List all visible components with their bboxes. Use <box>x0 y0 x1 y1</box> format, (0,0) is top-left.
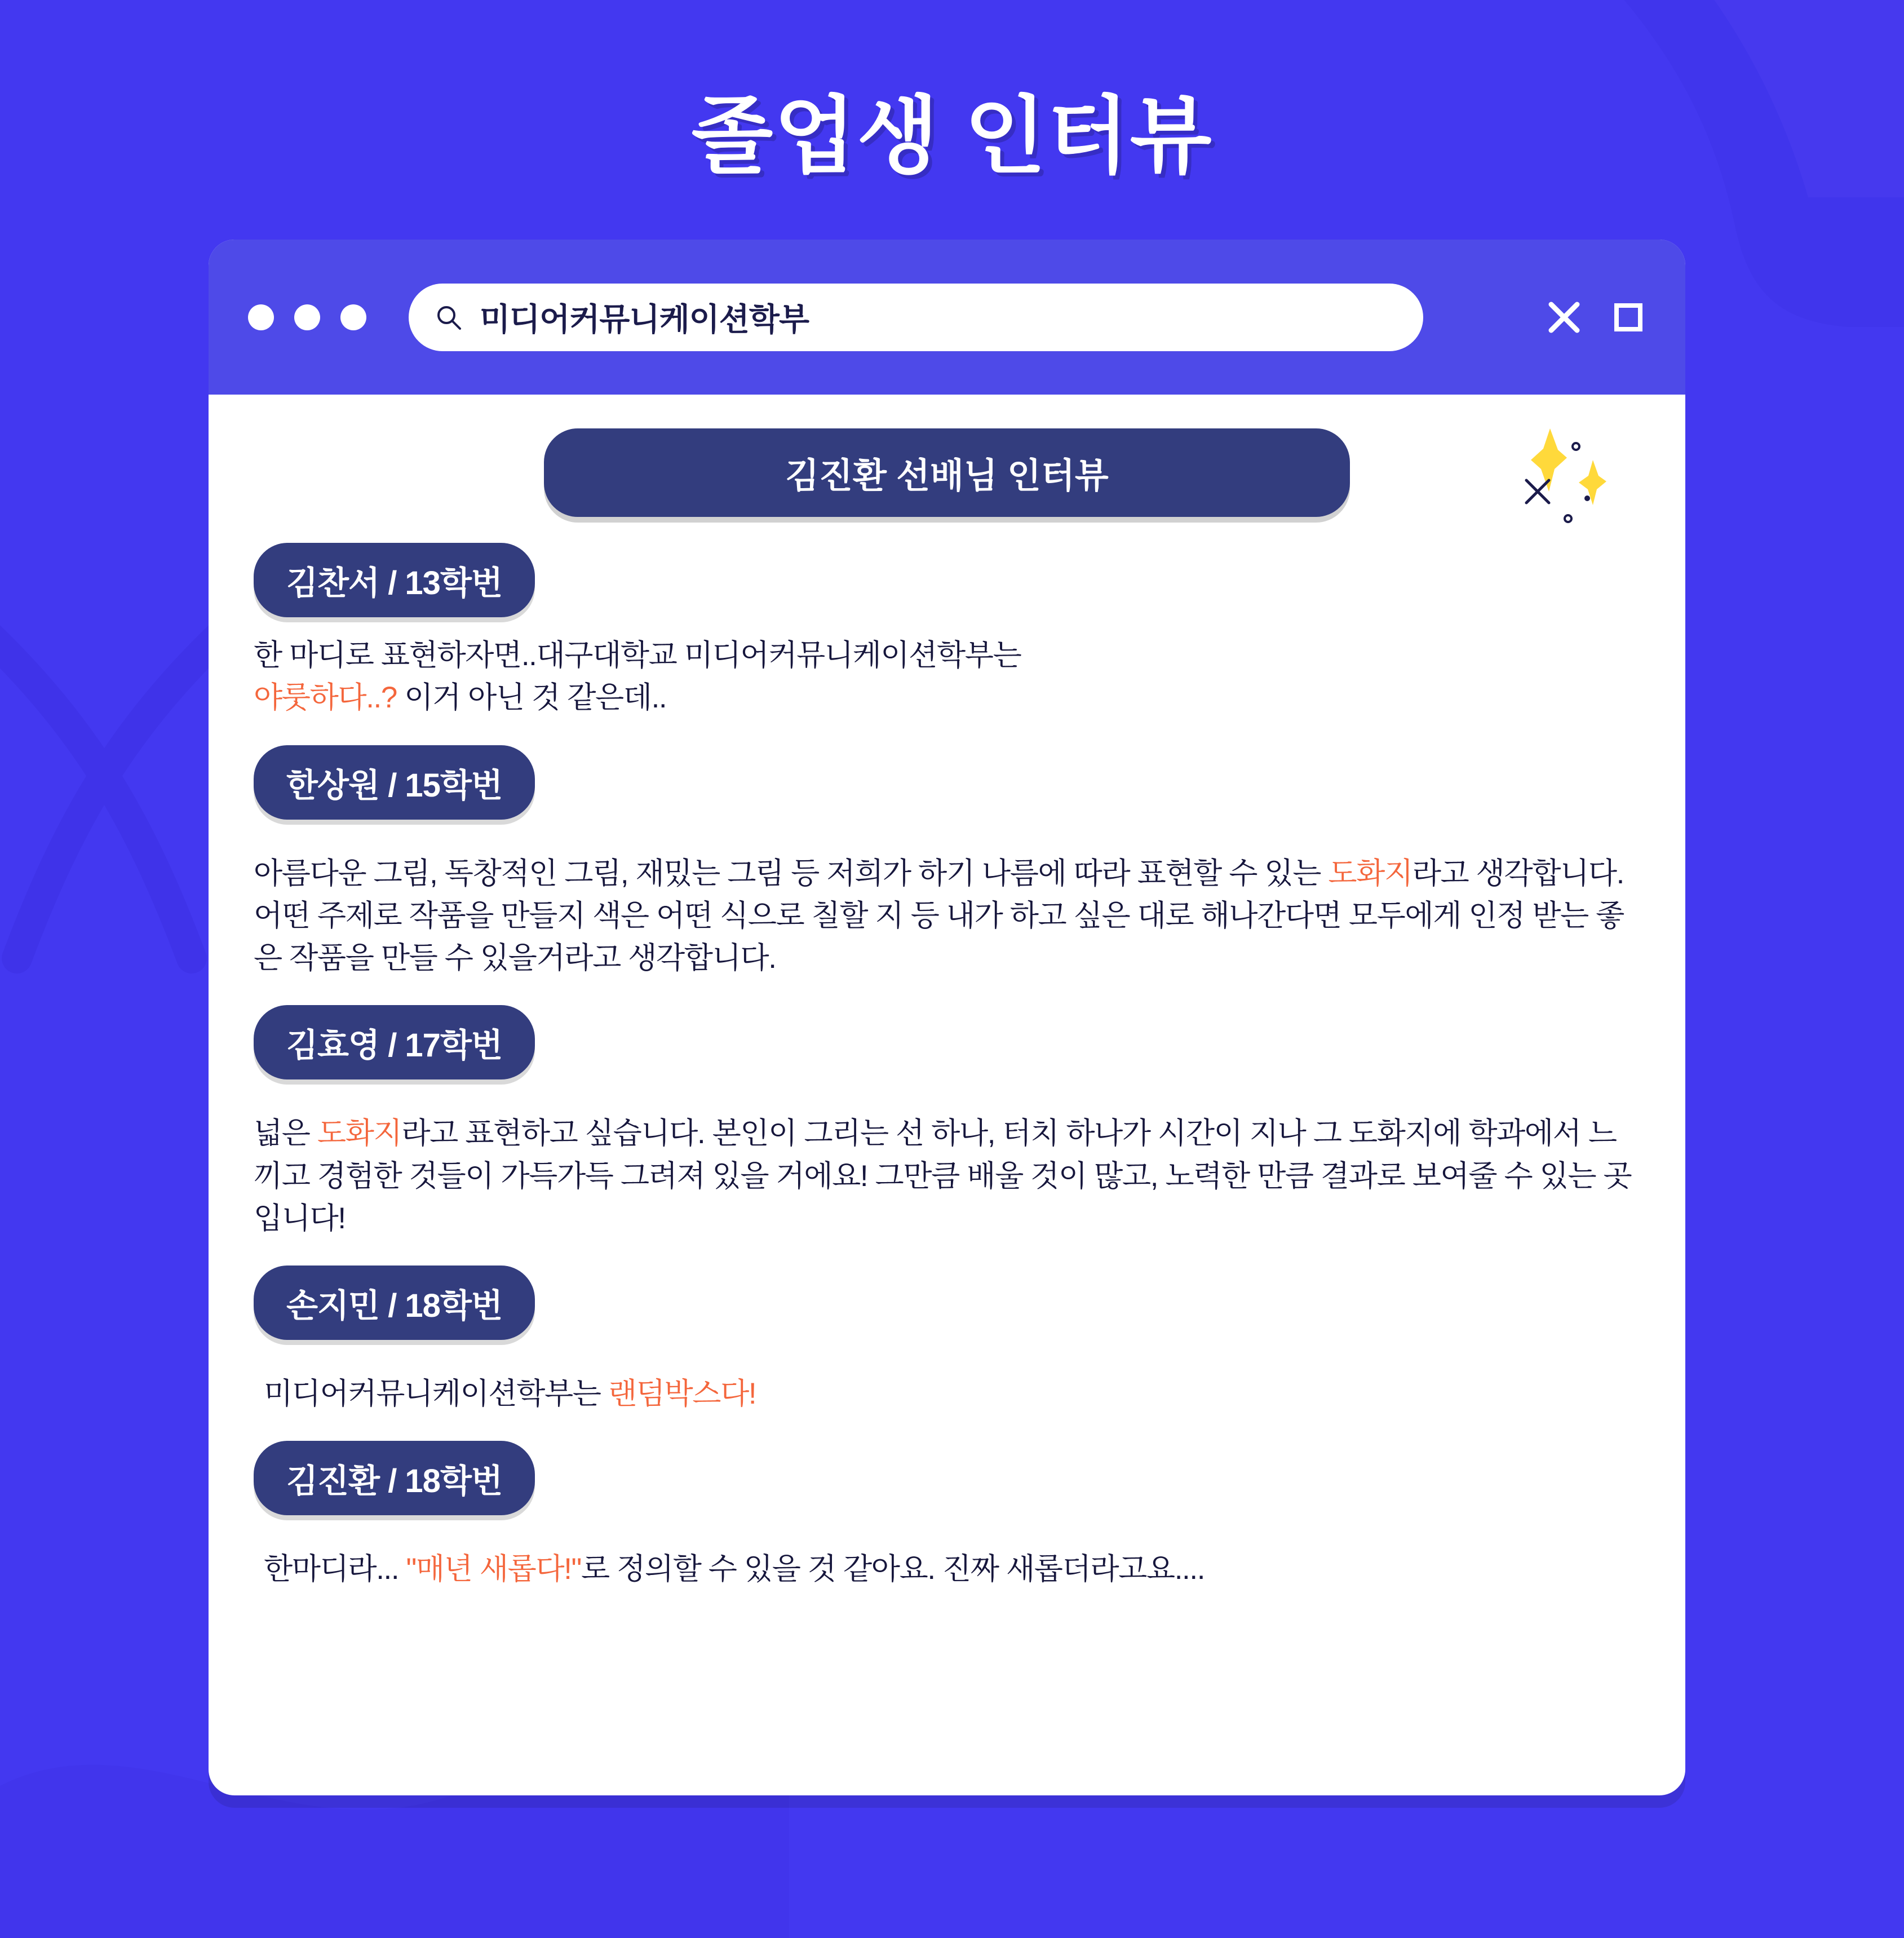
answer-text-plain: 아름다운 그림, 독창적인 그림, 재밌는 그림 등 저희가 하기 나름에 따라 표현할 수 있는 <box>254 856 1329 890</box>
interview-headline: 김진환 선배님 인터뷰 <box>544 428 1350 517</box>
interview-entry <box>254 1005 1640 1240</box>
answer-text-highlight: 도화지 <box>1328 856 1412 890</box>
interview-content <box>209 395 1685 1625</box>
answer-text-highlight: 야룻하다..? <box>254 681 397 715</box>
interviewee-name-tag: 한상원 / 15학번 <box>254 745 535 820</box>
answer-text-plain: 로 정의할 수 있을 것 같아요. 진짜 새롭더라고요.... <box>581 1552 1205 1586</box>
interview-answer <box>254 1548 1640 1590</box>
interview-answer <box>254 634 1640 719</box>
headline-wrap <box>254 428 1640 517</box>
interview-entry <box>254 543 1640 719</box>
answer-text-highlight: 도화지 <box>317 1117 402 1151</box>
page-title: 졸업생 인터뷰 <box>691 89 1213 183</box>
interviewee-name-tag: 김찬서 / 13학번 <box>254 543 535 617</box>
interview-answer <box>254 1112 1640 1240</box>
dot-2-icon <box>294 304 320 330</box>
interview-answer <box>254 852 1640 980</box>
answer-text-plain: 이거 아닌 것 같은데.. <box>396 681 667 715</box>
answer-text-plain: 넓은 <box>254 1117 317 1151</box>
answer-text-highlight: 랜덤박스다! <box>608 1377 756 1410</box>
interview-answer <box>254 1373 1640 1415</box>
interview-entry <box>254 1441 1640 1590</box>
dot-3-icon <box>340 304 366 330</box>
dot-1-icon <box>248 304 274 330</box>
search-input-value: 미디어커뮤니케이션학부 <box>480 301 809 337</box>
search-icon <box>435 303 463 331</box>
interview-entry <box>254 1266 1640 1415</box>
answer-text-highlight: "매년 새롭다!" <box>406 1552 581 1586</box>
browser-window <box>209 240 1685 1795</box>
search-input[interactable] <box>409 284 1423 351</box>
answer-text-plain: 한마디라... <box>264 1552 406 1586</box>
answer-text-plain: 미디어커뮤니케이션학부는 <box>264 1377 608 1410</box>
interviewee-name-tag: 김효영 / 17학번 <box>254 1005 535 1079</box>
window-title-bar <box>209 240 1685 395</box>
maximize-icon[interactable] <box>1611 300 1646 335</box>
interview-entry <box>254 745 1640 980</box>
answer-text-plain: 라고 생각합니다. 어떤 주제로 작품을 만들지 색은 어떤 식으로 칠할 지 등 내가 하고 싶은 대로 해나간다면 모두에게 인정 받는 좋은 작품을 만들 수 있을거라고 생각합니다. <box>254 856 1624 975</box>
interviewee-name-tag: 손지민 / 18학번 <box>254 1266 535 1340</box>
window-dots <box>248 304 366 330</box>
window-controls <box>1513 300 1646 335</box>
answer-text-plain: 한 마디로 표현하자면..대구대학교 미디어커뮤니케이션학부는 <box>254 639 1021 672</box>
interviewee-name-tag: 김진환 / 18학번 <box>254 1441 535 1515</box>
answer-text-plain: 라고 표현하고 싶습니다. 본인이 그리는 선 하나, 터치 하나가 시간이 지나 그 도화지에 학과에서 느끼고 경험한 것들이 가득가득 그려져 있을 거에요! 그만큼 배울 것이 많고, 노력한 만큼 결과로 보여줄 수 있는 곳입니다! <box>254 1117 1632 1235</box>
close-icon[interactable] <box>1547 300 1582 335</box>
sparkle-decor-icon <box>1482 417 1651 586</box>
